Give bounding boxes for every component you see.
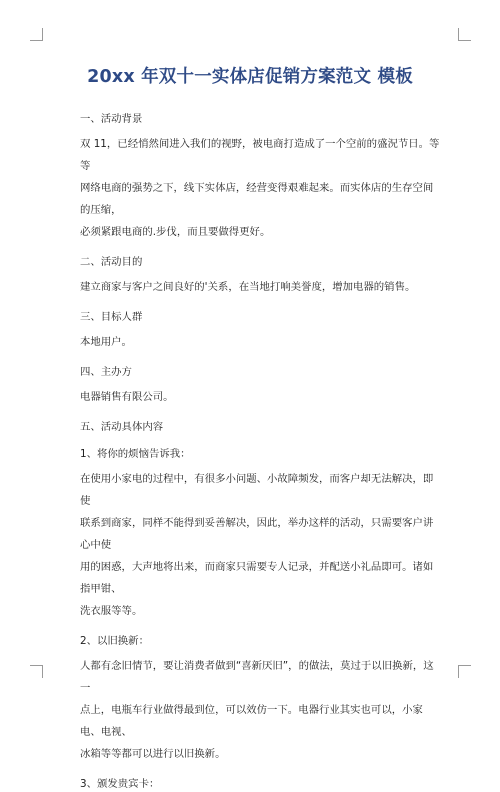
paragraph xyxy=(80,276,442,298)
paragraph xyxy=(80,655,442,765)
document-title: 20xx 年双十一实体店促销方案范文 模板 xyxy=(87,67,413,87)
section-heading: 1、将你的烦恼告诉我： xyxy=(80,448,191,460)
paragraph-line: 本地用户。 xyxy=(80,336,132,348)
paragraph-line: 洗衣服等等。 xyxy=(80,605,143,617)
section-heading: 五、活动具体内容 xyxy=(80,421,164,433)
paragraph-line: 网络电商的强势之下，线下实体店，经营变得艰难起来。而实体店的生存空间的压缩， xyxy=(80,182,434,216)
paragraph-line: 双 11，已经悄然间进入我们的视野，被电商打造成了一个空前的盛況节日。等等 xyxy=(80,138,440,172)
section-heading: 二、活动目的 xyxy=(80,256,143,268)
paragraph-line: 冰箱等等都可以进行以旧换新。 xyxy=(80,748,226,760)
paragraph-line: 在使用小家电的过程中，有很多小问题、小故障频发，而客户却无法解决，即使 xyxy=(80,473,434,507)
section-heading: 三、目标人群 xyxy=(80,311,143,323)
section-heading: 四、主办方 xyxy=(80,366,132,378)
paragraph xyxy=(80,133,442,243)
paragraph-line: 电器销售有限公司。 xyxy=(80,391,174,403)
page-corner-mark-bottom-left xyxy=(30,665,43,678)
page-corner-mark-top-right xyxy=(458,28,471,41)
paragraph xyxy=(80,468,442,622)
paragraph-line: 建立商家与客户之间良好的'关系，在当地打响美誉度，增加电器的销售。 xyxy=(80,281,416,293)
paragraph-line: 联系到商家，同样不能得到妥善解决，因此，举办这样的活动，只需要客户讲心中使 xyxy=(80,517,434,551)
page-corner-mark-top-left xyxy=(30,28,43,41)
paragraph xyxy=(80,331,442,353)
paragraph xyxy=(80,386,442,408)
paragraph-line: 点上，电瓶车行业做得最到位，可以效仿一下。电器行业其实也可以，小家电、电视、 xyxy=(80,704,423,738)
page-corner-mark-bottom-right xyxy=(458,665,471,678)
section-heading: 2、以旧换新： xyxy=(80,635,149,647)
paragraph-line: 用的困惑，大声地将出来，而商家只需要专人记录，并配送小礼品即可。诸如指甲钳、 xyxy=(80,561,434,595)
paragraph-line: 必须紧跟电商的.步伐，而且要做得更好。 xyxy=(80,226,271,238)
section-heading: 3、颁发贵宾卡： xyxy=(80,778,160,790)
section-heading: 一、活动背景 xyxy=(80,113,143,125)
paragraph-line: 人都有念旧情节，要让消费者做到“喜新厌旧”，的做法，莫过于以旧换新，这一 xyxy=(80,660,434,694)
document-body xyxy=(80,111,442,792)
